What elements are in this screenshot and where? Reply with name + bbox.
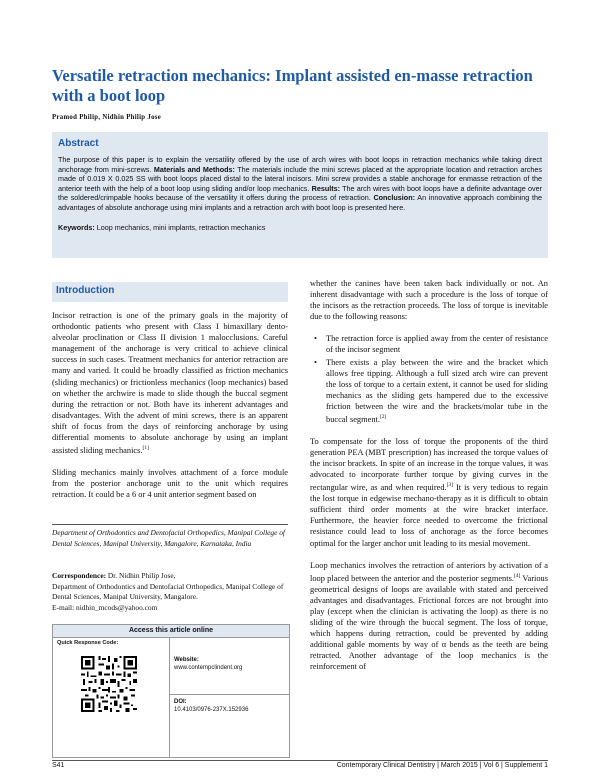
- citation-3[interactable]: [3]: [446, 482, 454, 489]
- abstract-methods: The materials include the mini screws placed at the appropriate location and retraction arches made of 0.019 X 0.025 SS with boot loops placed distal to the lateral incisors. Mini screw provides a stable anchorage for enmasse retraction of the anterior teeth with the help of a boot loop using sliding and/or loop mechanics.: [58, 164, 542, 193]
- doi-label: DOI:: [174, 699, 187, 705]
- right-p3-continued: Various geometrical designs of loops are available with stated and perceived advantages and disadvantages. Frictional forces are not brought into play (except when the clinician is activating the loop) as there is no sliding of the wire through the buccal segment. The loss of torque, which happens during retraction, could be prevented by adding additional gable moments by way of α bends as the teeth are being retracted. Another advantage of the loop mechanics is the reinforcement of: [310, 573, 548, 672]
- page-number: S41: [52, 762, 65, 769]
- abstract-box: [52, 132, 548, 258]
- abstract-label-results: Results:: [311, 183, 340, 193]
- website-link[interactable]: www.contempclindent.org: [174, 665, 243, 671]
- website-label: Website:: [174, 657, 199, 663]
- keywords: [58, 223, 542, 232]
- author-list: Pramod Philip, Nidhin Philip Jose: [52, 114, 162, 121]
- doi-link[interactable]: 10.4103/0976-237X.152936: [174, 707, 249, 713]
- affiliation-divider: [52, 524, 288, 525]
- right-paragraph-1: whether the canines have been taken back individually or not. An inherent disadvantage with such a procedure is the loss of torque of the incisors as the retraction proceeds. The loss of torque is inevitable due to the following reasons:: [310, 279, 548, 322]
- list-item: • The retraction force is applied away from the center of resistance of the incisor segment: [310, 333, 548, 355]
- keywords-list: Loop mechanics, mini implants, retraction mechanics: [94, 222, 266, 232]
- right-column: [310, 278, 548, 683]
- intro-paragraph-2: Sliding mechanics mainly involves attachment of a force module from the posterior anchorage unit to the unit which requires retraction. It could be a 6 or 4 unit anterior segment based on: [52, 468, 288, 500]
- correspondence: [52, 571, 288, 613]
- correspondence-email[interactable]: E-mail: nidhin_mcods@yahoo.com: [52, 602, 158, 612]
- abstract-purpose: The purpose of this paper is to explain the versatility offered by the use of arch wires with boot loops in retraction mechanics while taking direct anchorage from mini-screws.: [58, 155, 542, 174]
- introduction-heading: Introduction: [56, 285, 115, 296]
- abstract-label-methods: Materials and Methods:: [153, 164, 235, 174]
- right-p3-text: Loop mechanics involves the retraction of anteriors by activation of a loop placed between the anterior and the posterior segments.: [310, 560, 548, 583]
- qr-label: Quick Response Code:: [57, 640, 119, 646]
- citation-1[interactable]: [1]: [142, 445, 149, 452]
- affiliation: Department of Orthodontics and Dentofacial Orthopedics, Manipal College of Dental Sciences, Manipal University, Mangalore, Karnataka, India: [52, 528, 285, 548]
- qr-code-icon[interactable]: [81, 656, 137, 712]
- qr-cell: [53, 638, 170, 758]
- article-title: Versatile retraction mechanics: Implant assisted en-masse retraction with a boot loop: [52, 66, 533, 105]
- right-p2-continued: It is very tedious to regain the lost torque in edgewise mechano-therapy as it is difficult to obtain sufficient third order moments at the wire bracket interface. Furthermore, the heavier force needed to overcome the frictional resistance could lead to loss of anchorage as the force becomes optimal for the larger anchor unit leading to its mesial movement.: [310, 483, 548, 548]
- citation-4[interactable]: [4]: [513, 572, 521, 579]
- right-p2-text: To compensate for the loss of torque the proponents of the third generation PEA (MBT prescription) has increased the torque values of the incisor brackets. In spite of an increase in the torque values, it was advocated to incorporate further torque by giving curves in the rectangular wire, as and when required.: [310, 436, 548, 493]
- correspondence-name: Dr. Nidhin Philip Jose,: [106, 571, 176, 580]
- correspondence-address: Department of Orthodontics and Dentofacial Orthopedics, Manipal College of Dental Sciences, Manipal University, Mangalore.: [52, 581, 284, 601]
- abstract-text: [58, 155, 542, 213]
- left-column: [52, 310, 288, 511]
- access-online-box: [52, 624, 290, 758]
- introduction-heading-bar: [52, 282, 288, 302]
- abstract-label-conclusion: Conclusion:: [373, 193, 415, 203]
- abstract-heading: Abstract: [58, 138, 99, 149]
- info-divider: [170, 694, 289, 695]
- right-paragraph-3: [310, 560, 548, 673]
- right-paragraph-2: [310, 436, 548, 549]
- journal-citation: Contemporary Clinical Dentistry | March 2015 | Vol 6 | Supplement 1: [336, 762, 548, 769]
- keywords-label: Keywords:: [58, 222, 95, 232]
- website-block: [174, 656, 242, 672]
- correspondence-label: Correspondence:: [52, 571, 107, 580]
- intro-p1-text: Incisor retraction is one of the primary goals in the majority of orthodontic patients who present with Class I bimaxillary dento-alveolar proclination or Class II division 1 malocclusions. Careful management of the anchorage is very critical to achieve clinical success in such cases. Treatment mechanics for anterior retraction are many and varied. It could be broadly classified as friction mechanics (sliding mechanics) or frictionless mechanics (loop mechanics) based on whether the archwire is made to slide though the buccal segment during the retraction or not. Both have its inherent advantages and disadvantages. With the advent of mini screws, there is an apparent shift of focus from the days of reinforcing anchorage by using differential moments to absolute anchorage by using an implant assisted sliding mechanics.: [52, 311, 288, 455]
- torque-loss-reasons-list: [310, 333, 548, 425]
- abstract-results: The arch wires with boot loops have a definite advantage over the soldered/crimpable hooks because of the versatility it offers during the process of retraction.: [58, 183, 542, 203]
- abstract-conclusion: An innovative approach combining the advantages of absolute anchorage using mini implants and a retraction arch with boot loop is presented here.: [58, 193, 543, 212]
- info-cell: [170, 638, 289, 758]
- doi-block: [174, 698, 248, 714]
- access-box-heading: Access this article online: [53, 625, 289, 638]
- footer-divider: [52, 760, 548, 761]
- intro-paragraph-1: [52, 310, 288, 456]
- list-item-text: There exists a play between the wire and the bracket which allows free tipping. Although a full sized arch wire can prevent the loss of torque to a certain extent, it cannot be used for sliding mechanics as the sliding gets hampered due to the excessive friction between the wire and the brackets/molar tube in the buccal segment.: [326, 357, 548, 424]
- citation-2[interactable]: [2]: [379, 414, 387, 421]
- list-item: [310, 357, 548, 425]
